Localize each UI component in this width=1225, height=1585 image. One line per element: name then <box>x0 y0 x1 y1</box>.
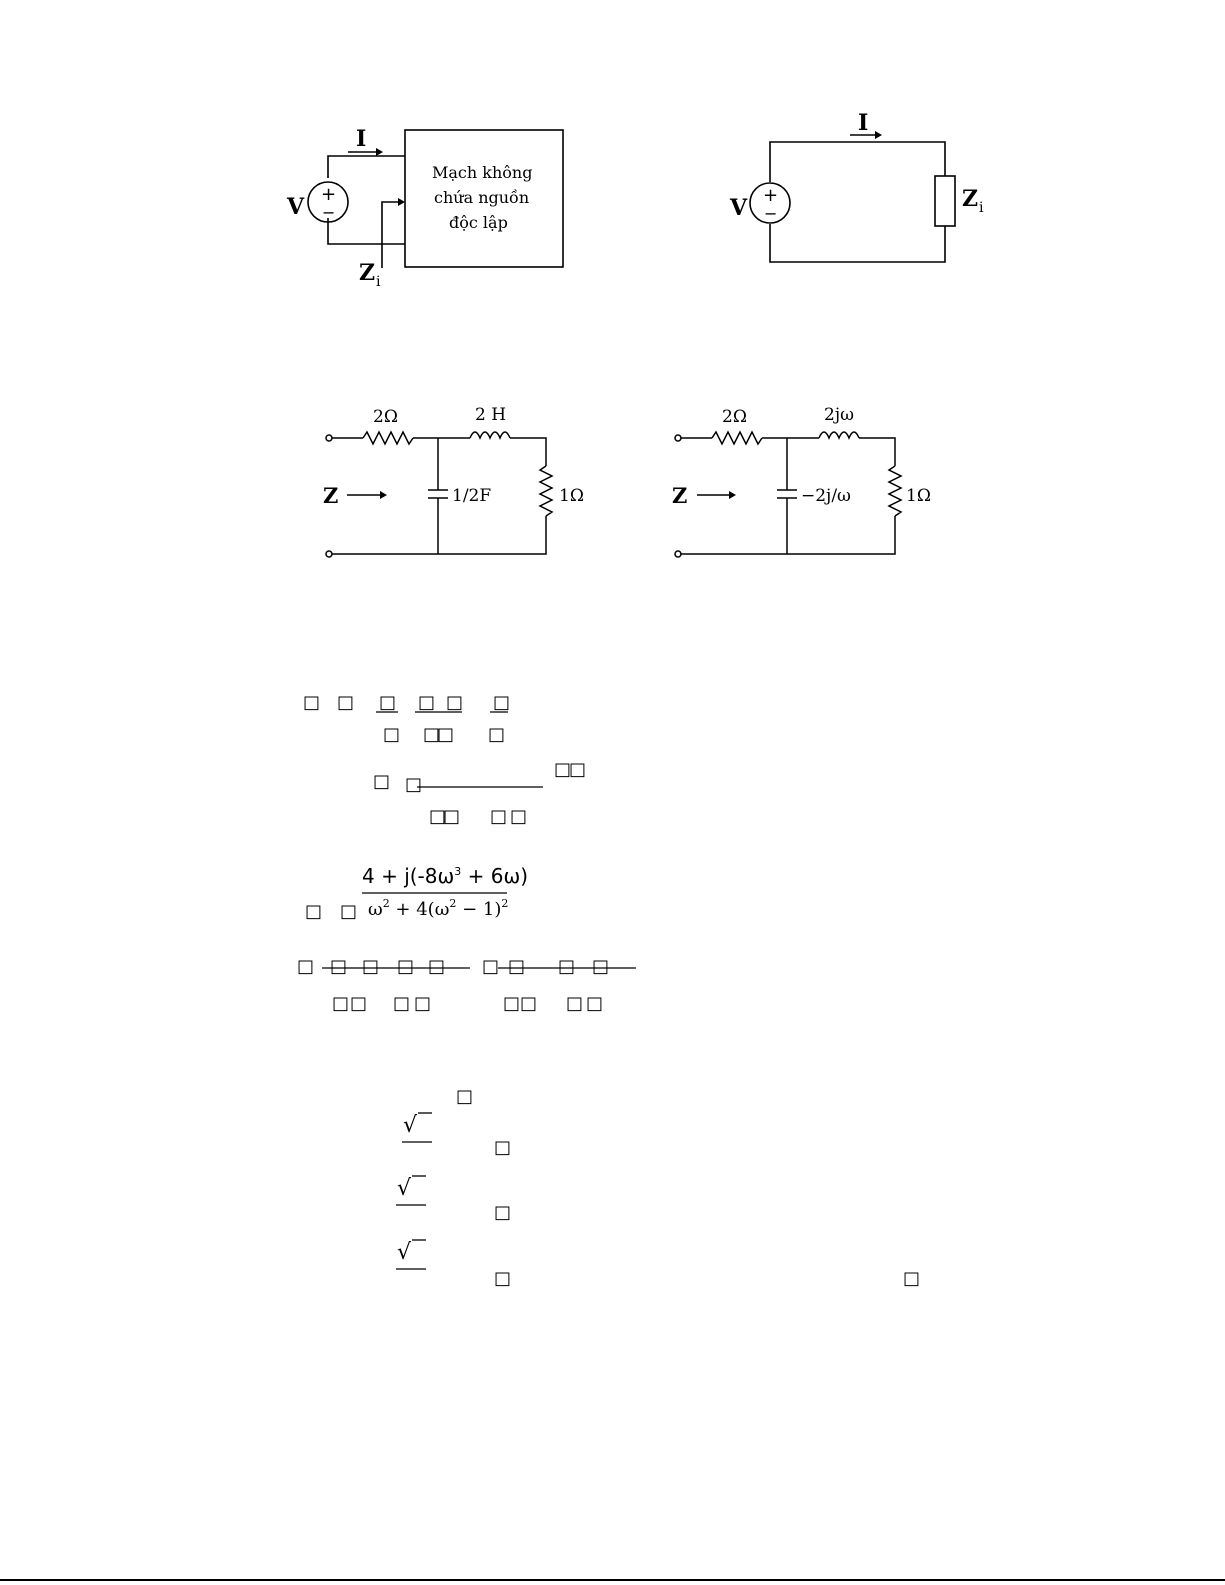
eq5-denominator: $\omega^2 + 4(\omega^2 - 1)^2$ <box>368 897 509 920</box>
eq7-glyph: □ <box>503 993 521 1014</box>
sqrt-icon: √ <box>397 1240 412 1265</box>
page-bottom-rule <box>0 1579 1225 1581</box>
eq7-glyph: □ <box>586 993 604 1014</box>
eq6-glyph: □ <box>508 956 526 977</box>
eq7-glyph: □ <box>350 993 368 1014</box>
eq7-glyph: □ <box>332 993 350 1014</box>
eq6-glyph: □ <box>362 956 380 977</box>
eq3-glyph: □ <box>554 759 572 780</box>
eq2-glyph: □ <box>488 724 506 745</box>
fig1-minus-sign: − <box>322 203 336 222</box>
eq6-glyph: □ <box>397 956 415 977</box>
eq7-glyph: □ <box>414 993 432 1014</box>
eq1-glyph: □ <box>446 692 464 713</box>
fig1-plus-sign: + <box>321 184 337 205</box>
fig2-voltage-label: V <box>730 195 748 221</box>
eq11-glyph: □ <box>903 1268 921 1289</box>
fig2-current-label: I <box>858 110 869 136</box>
fig2-plus-sign: + <box>763 185 779 206</box>
eq6-glyph: □ <box>330 956 348 977</box>
eq4-glyph: □ <box>510 806 528 827</box>
fig1-impedance-label: Z <box>359 260 376 286</box>
eq4-glyph: □ <box>429 806 447 827</box>
eq7-glyph: □ <box>393 993 411 1014</box>
cr-inductor-label: 2jω <box>824 405 854 425</box>
eq5-numerator: $4 + j(-8\omega^3 + 6\omega)$ <box>362 864 528 888</box>
fig2-impedance-sub: i <box>979 200 984 216</box>
eq10-glyph: □ <box>494 1202 512 1223</box>
eq9-glyph: □ <box>494 1137 512 1158</box>
eq1-glyph: □ <box>303 692 321 713</box>
fig1-box-line-2: chứa nguồn <box>434 188 530 207</box>
fig2-impedance-label: Z <box>962 186 979 212</box>
eq7-glyph: □ <box>520 993 538 1014</box>
cl-resistor1-label: 2Ω <box>373 407 398 427</box>
eq6-glyph: □ <box>297 956 315 977</box>
eq1-glyph: □ <box>493 692 511 713</box>
cl-inductor-label: 2 H <box>475 405 507 425</box>
eq6-glyph: □ <box>428 956 446 977</box>
eq6-glyph: □ <box>592 956 610 977</box>
fig2-minus-sign: − <box>764 204 778 223</box>
eq2-glyph: □ <box>437 724 455 745</box>
eq5-glyph: □ <box>305 901 323 922</box>
fig1-box-line-1: Mạch không <box>432 163 533 182</box>
eq1-glyph: □ <box>418 692 436 713</box>
fig1-box-line-3: độc lập <box>449 213 508 232</box>
eq1-glyph: □ <box>337 692 355 713</box>
eq2-glyph: □ <box>423 724 441 745</box>
eq1-glyph: □ <box>379 692 397 713</box>
eq2-glyph: □ <box>383 724 401 745</box>
cl-z-label: Z <box>323 483 339 508</box>
cl-capacitor-label: 1/2F <box>452 486 492 506</box>
cr-z-label: Z <box>672 483 688 508</box>
eq3-glyph: □ <box>373 771 391 792</box>
eq3-glyph: □ <box>569 759 587 780</box>
eq3-glyph: □ <box>405 774 423 795</box>
fig1-voltage-label: V <box>287 194 305 220</box>
eq5-glyph: □ <box>340 901 358 922</box>
eq4-glyph: □ <box>443 806 461 827</box>
fig1-current-label: I <box>356 126 367 152</box>
eq8-glyph: □ <box>456 1086 474 1107</box>
cr-capacitor-label: −2j/ω <box>801 486 851 506</box>
fig1-impedance-sub: i <box>376 274 381 290</box>
eq6-glyph: □ <box>482 956 500 977</box>
eq4-glyph: □ <box>490 806 508 827</box>
cr-resistor2-label: 1Ω <box>906 486 931 506</box>
sqrt-icon: √ <box>397 1176 412 1201</box>
eq6-glyph: □ <box>558 956 576 977</box>
eq11-glyph: □ <box>494 1268 512 1289</box>
cl-resistor2-label: 1Ω <box>559 486 584 506</box>
sqrt-icon: √ <box>403 1113 418 1138</box>
cr-resistor1-label: 2Ω <box>722 407 747 427</box>
eq7-glyph: □ <box>566 993 584 1014</box>
